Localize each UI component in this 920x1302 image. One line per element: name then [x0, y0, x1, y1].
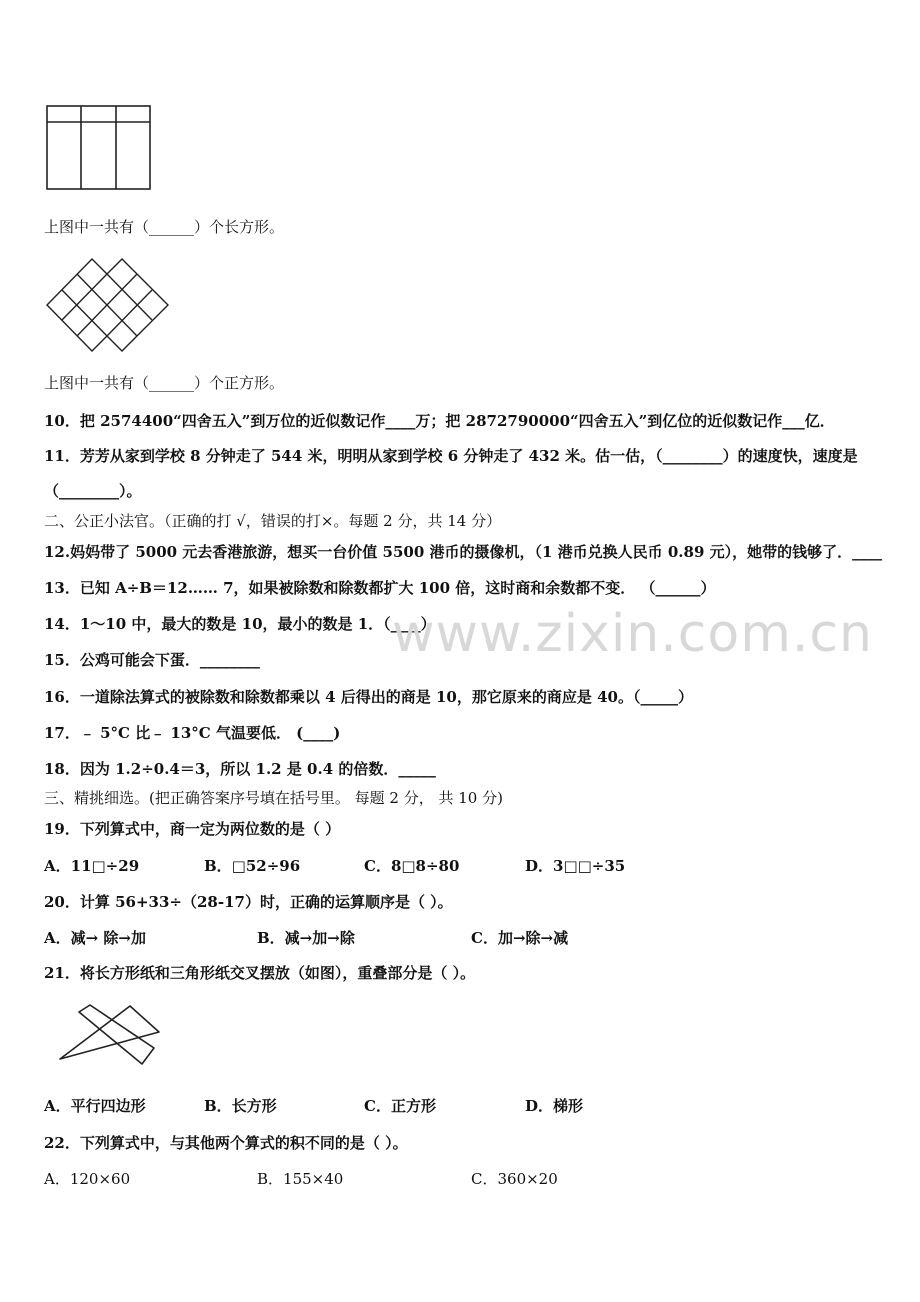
question-19-options	[44, 856, 864, 876]
question-11-continued: （________）。	[44, 482, 142, 500]
option-a: A．120×60	[44, 1170, 131, 1188]
option-c: C．加→除→减	[471, 929, 569, 947]
diamond-grid-caption: 上图中一共有（______）个正方形。	[44, 374, 285, 392]
question-14: 14．1～10 中，最大的数是 10，最小的数是 1．（____）	[44, 615, 436, 633]
option-a: A．减→ 除→加	[44, 929, 146, 947]
option-d: D．3□□÷35	[525, 857, 626, 875]
question-20-options	[44, 928, 864, 948]
option-a: A．平行四边形	[44, 1097, 146, 1115]
watermark: www.zixin.com.cn	[392, 604, 873, 664]
question-21: 21．将长方形纸和三角形纸交叉摆放（如图），重叠部分是（ ）。	[44, 964, 476, 982]
option-b: B．□52÷96	[204, 857, 301, 875]
rect-grid-caption: 上图中一共有（______）个长方形。	[44, 218, 285, 236]
diamond-grid-figure	[44, 256, 172, 352]
rectangle-grid-figure	[44, 103, 154, 193]
option-d: D．梯形	[525, 1097, 584, 1115]
option-c: C．8□8÷80	[364, 857, 460, 875]
question-13: 13．已知 A÷B＝12…… 7，如果被除数和除数都扩大 100 倍，这时商和余数都不变． （______）	[44, 579, 716, 597]
question-12: 12.妈妈带了 5000 元去香港旅游，想买一台价值 5500 港币的摄像机，（1 港币兑换人民币 0.89 元），她带的钱够了．____	[44, 543, 883, 561]
question-15: 15．公鸡可能会下蛋．________	[44, 651, 260, 669]
option-b: B．长方形	[204, 1097, 277, 1115]
question-17: 17．﹣ 5°C 比﹣ 13°C 气温要低． (____)	[44, 724, 341, 742]
question-16: 16．一道除法算式的被除数和除数都乘以 4 后得出的商是 10，那它原来的商应是 40。（_____）	[44, 688, 693, 706]
section-3-heading: 三、精挑细选。(把正确答案序号填在括号里。 每题 2 分， 共 10 分)	[44, 789, 503, 807]
question-22-options	[44, 1169, 864, 1189]
overlap-shapes-figure	[56, 1002, 164, 1068]
option-c: C．360×20	[471, 1170, 558, 1188]
question-21-options	[44, 1096, 864, 1116]
question-20: 20．计算 56+33÷（28-17）时，正确的运算顺序是（ ）。	[44, 893, 453, 911]
option-c: C．正方形	[364, 1097, 436, 1115]
option-b: B．减→加→除	[257, 929, 355, 947]
question-19: 19．下列算式中，商一定为两位数的是（ ）	[44, 820, 341, 838]
section-2-heading: 二、公正小法官。（正确的打 √，错误的打×。每题 2 分，共 14 分）	[44, 512, 502, 530]
question-22: 22．下列算式中，与其他两个算式的积不同的是（ ）。	[44, 1134, 408, 1152]
option-a: A．11□÷29	[44, 857, 140, 875]
question-11: 11．芳芳从家到学校 8 分钟走了 544 米，明明从家到学校 6 分钟走了 432 米。估一估，（________）的速度快，速度是	[44, 447, 858, 465]
question-10: 10．把 2574400“四舍五入”到万位的近似数记作____万；把 2872790000“四舍五入”到亿位的近似数记作___亿．	[44, 412, 835, 430]
option-b: B．155×40	[257, 1170, 344, 1188]
question-18: 18．因为 1.2÷0.4＝3，所以 1.2 是 0.4 的倍数．_____	[44, 760, 436, 778]
